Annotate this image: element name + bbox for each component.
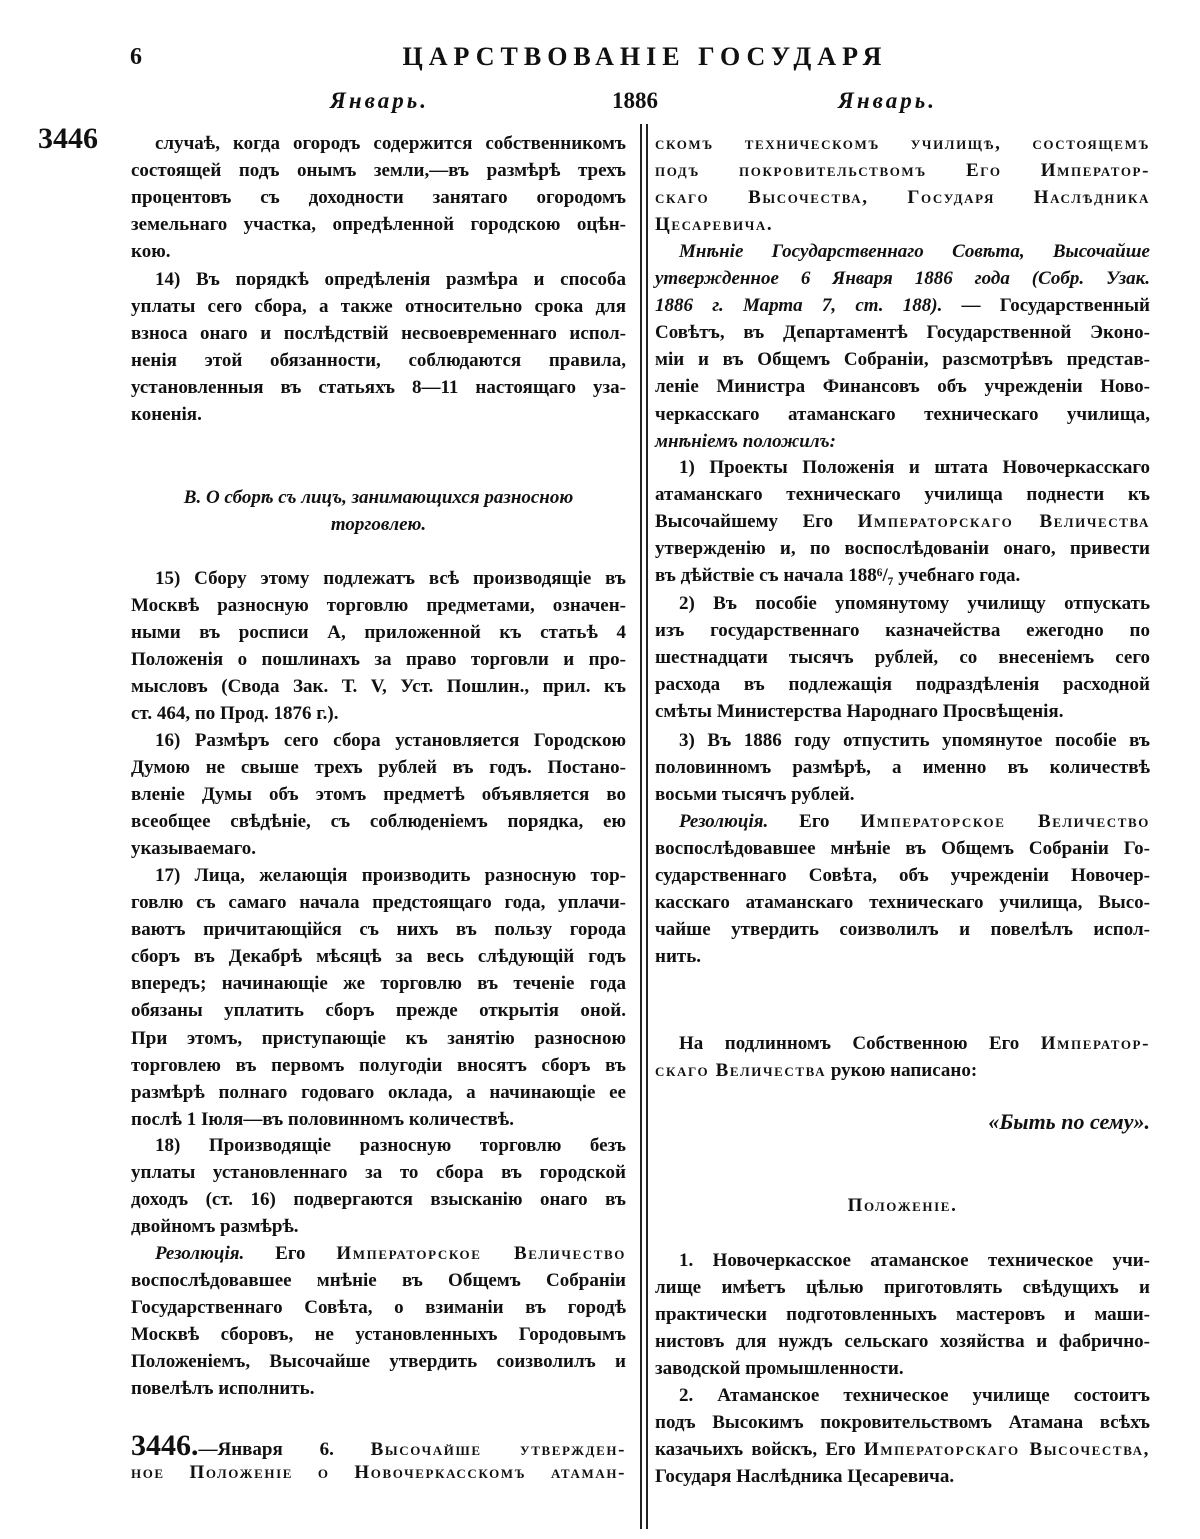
- text-line: расхода въ подлежащія подраздѣленія расходной: [655, 674, 1150, 696]
- text-line: заводской промышленности.: [655, 1358, 904, 1380]
- text-line: ными въ росписи А, приложенной къ статьѣ 4: [131, 622, 626, 644]
- text-line: изъ государственнаго казначейства ежегодно по: [655, 620, 1150, 642]
- original-note: [655, 1030, 1150, 1084]
- text-line: половинномъ размѣрѣ, а именно въ количествѣ: [655, 757, 1150, 779]
- month-right: Январь.: [838, 88, 937, 113]
- text-line: доходъ (ст. 16) подвергаются взысканію онаго въ: [131, 1189, 626, 1211]
- text-line: воспослѣдовавшее мнѣніе въ Общемъ Собраніи Го-: [655, 838, 1150, 860]
- text-line: [131, 484, 626, 511]
- text-line: случаѣ, когда огородъ содержится собственникомъ: [155, 133, 626, 154]
- text-segment: На подлинномъ Собственною Его: [679, 1033, 1041, 1054]
- text-line: установленныя въ статьяхъ 8—11 настоящаго уза-: [131, 377, 626, 399]
- text-line: При этомъ, приступающіе къ занятію разносною: [131, 1027, 626, 1049]
- text-segment: Его: [768, 811, 861, 832]
- point-3: [655, 727, 1150, 808]
- text-line: [655, 1436, 1150, 1463]
- column-divider: [646, 124, 648, 1529]
- text-line: лище имѣетъ цѣлью приготовлять свѣдущихъ и: [655, 1277, 1150, 1299]
- text-segment: ное Положеніе о Новочеркасскомъ атаман-: [131, 1462, 626, 1484]
- margin-entry-number: 3446: [38, 122, 98, 155]
- text-line: міи и въ Общемъ Собраніи, разсмотрѣвъ представ-: [655, 349, 1150, 371]
- text-line: 17) Лица, желающія производить разносную тор-: [155, 865, 626, 886]
- text-segment: Императорскаго Высочества,: [863, 1439, 1150, 1461]
- text-line: [131, 1240, 626, 1267]
- regulation-heading: [655, 1192, 1150, 1219]
- paragraph-16: [131, 727, 626, 862]
- text-line: черкасскаго атаманскаго техническаго училища,: [655, 403, 1150, 425]
- text-line: 3) Въ 1886 году отпустить упомянутое пособіе въ: [679, 730, 1150, 751]
- paragraph-17: [131, 862, 626, 1133]
- text-line: процентовъ съ доходности занятаго огородомъ: [131, 187, 626, 209]
- text-line: смѣты Министерства Народнаго Просвѣщенія.: [655, 701, 1064, 723]
- text-segment: —Января 6.: [198, 1439, 371, 1460]
- text-line: ненія этой обязанности, соблюдаются правила,: [131, 350, 626, 372]
- text-line: уплаты установленнаго за то сбора въ городской: [131, 1162, 626, 1184]
- text-line: мысловъ (Свода Зак. Т. V, Уст. Пошлин., прил. къ: [131, 676, 626, 698]
- text-line: взноса онаго и послѣдствій несвоевременнаго испол-: [131, 323, 626, 345]
- text-line: [655, 808, 1150, 835]
- year: 1886: [612, 88, 658, 113]
- text-line: нистовъ для нуждъ сельскаго хозяйства и фабрично-: [655, 1331, 1150, 1353]
- text-line: [655, 1030, 1150, 1057]
- text-line: [655, 211, 1150, 238]
- text-segment: Император-: [1040, 1033, 1150, 1054]
- text-segment: Императорское Величество: [336, 1243, 627, 1264]
- text-line: [655, 428, 1150, 455]
- imperial-sanction: [655, 1108, 1150, 1135]
- text-segment: Положеніе.: [847, 1195, 958, 1216]
- text-line: подъ Высокимъ покровительствомъ Атамана всѣхъ: [655, 1412, 1150, 1434]
- text-segment: В. О сборѣ съ лицъ, занимающихся разносною: [183, 487, 574, 508]
- text-segment: 3446.: [131, 1429, 199, 1462]
- text-segment: — Государственный: [942, 295, 1151, 317]
- text-line: Думою не свыше трехъ рублей въ годъ. Постано-: [131, 757, 626, 779]
- text-line: [655, 238, 1150, 265]
- column-divider: [640, 124, 642, 1529]
- point-1: [655, 454, 1150, 589]
- text-line: 2) Въ пособіе упомянутому училищу отпускать: [679, 593, 1150, 614]
- text-segment: Высочайше утвержден-: [370, 1439, 626, 1460]
- text-line: Государственнаго Совѣта, о взиманіи въ городѣ: [131, 1297, 626, 1319]
- text-line: Совѣтъ, въ Департаментѣ Государственной Эконо-: [655, 322, 1150, 344]
- text-line: коненія.: [131, 404, 202, 426]
- text-line: ст. 464, по Прод. 1876 г.).: [131, 703, 339, 725]
- text-line: состоящей подъ онымъ земли,—въ размѣрѣ трехъ: [131, 160, 626, 182]
- resolution-left: [131, 1240, 626, 1403]
- text-line: обязаны уплатить сборъ прежде открытія оной.: [131, 1000, 626, 1022]
- paragraph-14: [131, 266, 626, 429]
- text-line: двойномъ размѣрѣ.: [131, 1216, 299, 1238]
- state-council-opinion: [655, 238, 1150, 455]
- month-left: Январь.: [330, 88, 429, 113]
- page-number: 6: [130, 44, 142, 70]
- text-line: земельнаго участка, опредѣленной городскою оцѣн-: [131, 214, 626, 236]
- text-line: Москвѣ сборовъ, не установленныхъ Городовымъ: [131, 1324, 626, 1346]
- text-segment: Высочайшему Его: [655, 511, 858, 533]
- text-line: [131, 1459, 626, 1486]
- regulation-point-2: [655, 1382, 1150, 1490]
- text-line: [131, 511, 626, 538]
- text-segment: мнѣніемъ положилъ:: [655, 430, 836, 452]
- text-segment: Императорскаго Величества: [857, 511, 1150, 533]
- text-line: торговлею въ первомъ полугодіи вносятъ сборъ въ: [131, 1054, 626, 1076]
- text-line: указываемаго.: [131, 838, 257, 860]
- text-line: касскаго атаманскаго техническаго училища, Высо-: [655, 892, 1150, 914]
- point-2: [655, 590, 1150, 725]
- text-segment: Его: [244, 1243, 337, 1264]
- text-line: атаманскаго техническаго училища поднести къ: [655, 484, 1150, 506]
- text-line: практически подготовленныхъ мастеровъ и маши-: [655, 1304, 1150, 1326]
- text-line: 2. Атаманское техническое училище состоитъ: [679, 1385, 1150, 1406]
- text-line: шестнадцати тысячъ рублей, со внесеніемъ сего: [655, 647, 1150, 669]
- regulation-point-1: [655, 1247, 1150, 1382]
- text-line: нить.: [655, 946, 702, 968]
- entry-title-continuation: [655, 130, 1150, 238]
- text-line: чайше утвердить соизволилъ и повелѣлъ испол-: [655, 919, 1150, 941]
- text-segment: утвержденное 6 Января 1886 года (Собр. Узак.: [655, 268, 1150, 290]
- resolution-right: [655, 808, 1150, 971]
- text-line: воспослѣдовавшее мнѣніе въ Общемъ Собраніи: [131, 1270, 626, 1292]
- text-line: впередъ; начинающіе же торговлю въ теченіе года: [131, 973, 626, 995]
- text-line: сударственнаго Совѣта, объ учрежденіи Новочер-: [655, 865, 1150, 887]
- text-line: повелѣлъ исполнить.: [131, 1378, 315, 1400]
- text-line: уплаты сего сбора, а также относительно срока для: [131, 296, 626, 318]
- text-line: утвержденію и, по воспослѣдованіи онаго, привести: [655, 538, 1150, 560]
- text-line: Государя Наслѣдника Цесаревича.: [655, 1466, 955, 1488]
- text-line: [655, 1057, 1150, 1084]
- running-title: ЦАРСТВОВАНІЕ ГОСУДАРЯ: [402, 42, 888, 71]
- text-segment: 1886 г. Марта 7, ст. 188).: [655, 295, 943, 317]
- text-segment: скаго Величества: [655, 1060, 827, 1082]
- text-line: [131, 1429, 626, 1462]
- text-line: 14) Въ порядкѣ опредѣленія размѣра и способа: [155, 269, 626, 290]
- text-line: 1. Новочеркасское атаманское техническое учи-: [679, 1250, 1150, 1271]
- text-segment: Мнѣніе Государственнаго Совѣта, Высочайше: [679, 241, 1150, 262]
- text-line: кою.: [131, 241, 171, 263]
- text-line: [655, 184, 1150, 211]
- text-segment: торговлею.: [330, 514, 427, 536]
- text-segment: Императорское Величество: [860, 811, 1151, 832]
- text-segment: казачьихъ войскъ, Его: [655, 1439, 864, 1461]
- paragraph-continuation: [131, 130, 626, 265]
- text-line: въ дѣйствіе съ начала 188⁶/₇ учебнаго года.: [655, 565, 1021, 587]
- text-line: [655, 1108, 1150, 1135]
- paragraph-15: [131, 565, 626, 728]
- text-line: восьми тысячъ рублей.: [655, 784, 855, 806]
- text-line: леніе Министра Финансовъ объ учрежденіи Ново-: [655, 376, 1150, 398]
- text-line: [655, 508, 1150, 535]
- text-line: ваютъ причитающійся съ нихъ въ пользу города: [131, 919, 626, 941]
- text-segment: Цесаревича.: [655, 214, 774, 236]
- text-segment: подъ покровительствомъ Его Император-: [655, 160, 1150, 182]
- paragraph-18: [131, 1132, 626, 1240]
- text-line: Москвѣ разносную торговлю предметами, означен-: [131, 595, 626, 617]
- text-line: [655, 265, 1150, 292]
- text-segment: «Быть по сему».: [988, 1109, 1150, 1134]
- text-line: 15) Сбору этому подлежатъ всѣ производящіе въ: [155, 568, 626, 589]
- text-line: вленіе Думы объ этомъ предметѣ объявляется во: [131, 784, 626, 806]
- text-line: говлю съ самаго начала предстоящаго года, уплачи-: [131, 892, 626, 914]
- text-segment: Резолюція.: [679, 811, 769, 832]
- text-line: [655, 1192, 1150, 1219]
- text-line: размѣрѣ полнаго годоваго оклада, а начинающіе ее: [131, 1081, 626, 1103]
- text-line: послѣ 1 Іюля—въ половинномъ количествѣ.: [131, 1108, 514, 1130]
- text-line: [655, 157, 1150, 184]
- text-segment: скомъ техническомъ училищѣ, состоящемъ: [655, 133, 1150, 154]
- text-line: 16) Размѣръ сего сбора установляется Городскою: [155, 730, 626, 751]
- text-segment: скаго Высочества, Государя Наслѣдника: [655, 187, 1150, 209]
- entry-3446-heading: [131, 1429, 626, 1486]
- section-heading-v: [131, 484, 626, 538]
- text-line: 1) Проекты Положенія и штата Новочеркасскаго: [679, 457, 1150, 478]
- text-segment: Резолюція.: [155, 1243, 245, 1264]
- text-line: 18) Производящіе разносную торговлю безъ: [155, 1135, 626, 1156]
- text-line: сборъ въ Декабрѣ мѣсяцѣ за весь слѣдующій годъ: [131, 946, 626, 968]
- text-line: [655, 130, 1150, 157]
- text-line: Положеніемъ, Высочайше утвердить соизволилъ и: [131, 1351, 626, 1373]
- text-line: Положенія о пошлинахъ за право торговли и про-: [131, 649, 626, 671]
- text-line: всеобщее свѣдѣніе, съ соблюденіемъ порядка, ею: [131, 811, 626, 833]
- text-segment: рукою написано:: [826, 1060, 978, 1082]
- text-line: [655, 292, 1150, 319]
